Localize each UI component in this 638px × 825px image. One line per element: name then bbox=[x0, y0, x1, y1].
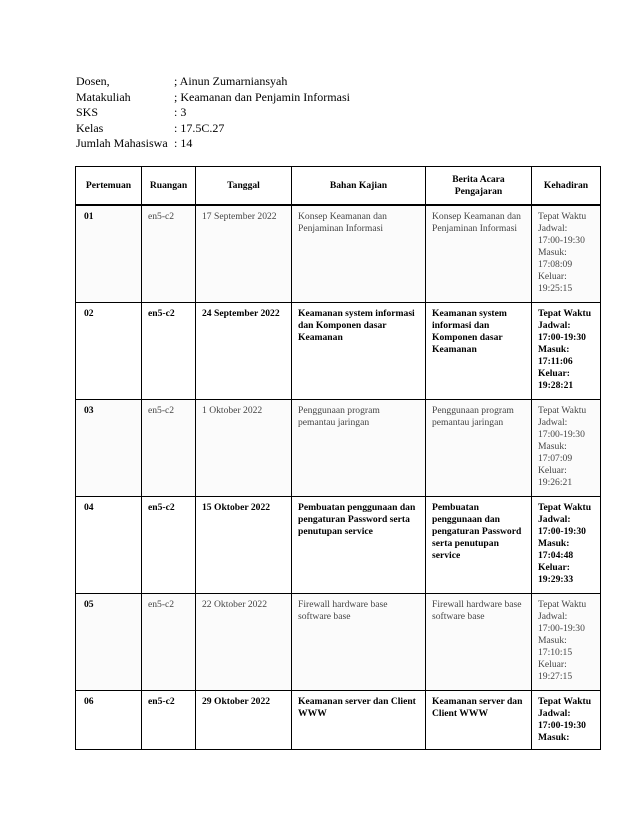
masuk-label: Masuk: bbox=[538, 731, 570, 743]
cell-kehadiran bbox=[532, 205, 601, 302]
masuk-label: Masuk: bbox=[538, 247, 567, 258]
info-value: : 3 bbox=[174, 105, 187, 119]
cell-kehadiran bbox=[532, 302, 601, 399]
cell-bahan-kajian: Pembuatan penggunaan dan pengaturan Password serta penutupan service bbox=[292, 496, 426, 593]
keluar-label: Keluar: bbox=[538, 271, 567, 282]
cell-kehadiran bbox=[532, 593, 601, 690]
jadwal-label: Jadwal: bbox=[538, 416, 568, 428]
status-text: Tepat Waktu bbox=[538, 307, 592, 319]
keluar-time: 19:25:15 bbox=[538, 283, 573, 294]
cell-bahan-kajian: Keamanan system informasi dan Komponen dasar Keamanan bbox=[292, 302, 426, 399]
table-header-row bbox=[76, 167, 601, 206]
table-row bbox=[76, 690, 601, 749]
cell-kehadiran bbox=[532, 496, 601, 593]
column-header-berita-acara: Berita Acara Pengajaran bbox=[426, 167, 532, 206]
cell-tanggal: 29 Oktober 2022 bbox=[196, 690, 292, 749]
column-header-pertemuan: Pertemuan bbox=[76, 167, 142, 206]
info-value: ; Ainun Zumarniansyah bbox=[174, 74, 288, 88]
cell-kehadiran bbox=[532, 690, 601, 749]
masuk-time: 17:07:09 bbox=[538, 452, 573, 464]
status-text: Tepat Waktu bbox=[538, 404, 587, 416]
info-label: SKS bbox=[76, 105, 99, 119]
table-row bbox=[76, 496, 601, 593]
cell-berita-acara: Konsep Keamanan dan Penjaminan Informasi bbox=[426, 205, 532, 302]
cell-pertemuan: 05 bbox=[76, 593, 142, 690]
masuk-time: 17:11:06 bbox=[538, 355, 573, 367]
cell-bahan-kajian: Penggunaan program pemantau jaringan bbox=[292, 399, 426, 496]
info-label: Dosen, bbox=[76, 74, 110, 88]
table-row bbox=[76, 593, 601, 690]
cell-tanggal: 17 September 2022 bbox=[196, 205, 292, 302]
keluar-label: Keluar: bbox=[538, 658, 567, 670]
column-header-kehadiran: Kehadiran bbox=[532, 167, 601, 206]
cell-bahan-kajian: Konsep Keamanan dan Penjaminan Informasi bbox=[292, 205, 426, 302]
cell-berita-acara: Pembuatan penggunaan dan pengaturan Password serta penutupan service bbox=[426, 496, 532, 593]
status-text: Tepat Waktu bbox=[538, 211, 587, 222]
masuk-label: Masuk: bbox=[538, 537, 570, 549]
info-label: Matakuliah bbox=[76, 89, 131, 104]
masuk-time: 17:08:09 bbox=[538, 259, 573, 270]
cell-tanggal: 15 Oktober 2022 bbox=[196, 496, 292, 593]
jadwal-time: 17:00-19:30 bbox=[538, 331, 586, 343]
cell-berita-acara: Penggunaan program pemantau jaringan bbox=[426, 399, 532, 496]
keluar-label: Keluar: bbox=[538, 561, 570, 573]
cell-tanggal: 1 Oktober 2022 bbox=[196, 399, 292, 496]
jadwal-time: 17:00-19:30 bbox=[538, 622, 585, 634]
jadwal-label: Jadwal: bbox=[538, 223, 568, 234]
info-row-dosen bbox=[76, 74, 350, 90]
info-row-matakuliah bbox=[76, 90, 350, 106]
cell-pertemuan: 03 bbox=[76, 399, 142, 496]
table-row bbox=[76, 399, 601, 496]
info-row-sks bbox=[76, 105, 350, 121]
jadwal-time: 17:00-19:30 bbox=[538, 428, 585, 440]
cell-ruangan: en5-c2 bbox=[142, 205, 196, 302]
cell-pertemuan: 02 bbox=[76, 302, 142, 399]
jadwal-time: 17:00-19:30 bbox=[538, 525, 586, 537]
info-row-jumlah-mahasiswa bbox=[76, 136, 350, 152]
masuk-time: 17:04:48 bbox=[538, 549, 574, 561]
cell-tanggal: 24 September 2022 bbox=[196, 302, 292, 399]
cell-bahan-kajian: Keamanan server dan Client WWW bbox=[292, 690, 426, 749]
cell-ruangan: en5-c2 bbox=[142, 399, 196, 496]
keluar-label: Keluar: bbox=[538, 367, 570, 379]
info-value: : 17.5C.27 bbox=[174, 120, 225, 135]
cell-ruangan: en5-c2 bbox=[142, 690, 196, 749]
info-row-kelas bbox=[76, 121, 350, 137]
keluar-time: 19:27:15 bbox=[538, 670, 573, 682]
cell-pertemuan: 06 bbox=[76, 690, 142, 749]
cell-ruangan: en5-c2 bbox=[142, 496, 196, 593]
cell-bahan-kajian: Firewall hardware base software base bbox=[292, 593, 426, 690]
cell-pertemuan: 01 bbox=[76, 205, 142, 302]
jadwal-label: Jadwal: bbox=[538, 319, 571, 331]
jadwal-label: Jadwal: bbox=[538, 707, 571, 719]
table-row bbox=[76, 205, 601, 302]
column-header-bahan-kajian: Bahan Kajian bbox=[292, 167, 426, 206]
keluar-label: Keluar: bbox=[538, 464, 567, 476]
cell-pertemuan: 04 bbox=[76, 496, 142, 593]
jadwal-time: 17:00-19:30 bbox=[538, 235, 585, 246]
jadwal-label: Jadwal: bbox=[538, 610, 568, 622]
cell-ruangan: en5-c2 bbox=[142, 302, 196, 399]
masuk-label: Masuk: bbox=[538, 440, 567, 452]
cell-kehadiran bbox=[532, 399, 601, 496]
masuk-label: Masuk: bbox=[538, 634, 567, 646]
info-value: ; Keamanan dan Penjamin Informasi bbox=[174, 89, 350, 104]
status-text: Tepat Waktu bbox=[538, 695, 592, 707]
table-row bbox=[76, 302, 601, 399]
status-text: Tepat Waktu bbox=[538, 598, 587, 610]
cell-berita-acara: Firewall hardware base software base bbox=[426, 593, 532, 690]
info-value: : 14 bbox=[174, 136, 193, 150]
jadwal-time: 17:00-19:30 bbox=[538, 719, 586, 731]
cell-berita-acara: Keamanan system informasi dan Komponen dasar Keamanan bbox=[426, 302, 532, 399]
attendance-table bbox=[75, 166, 601, 750]
jadwal-label: Jadwal: bbox=[538, 513, 571, 525]
keluar-time: 19:29:33 bbox=[538, 573, 574, 585]
keluar-time: 19:26:21 bbox=[538, 476, 573, 488]
cell-ruangan: en5-c2 bbox=[142, 593, 196, 690]
masuk-label: Masuk: bbox=[538, 343, 570, 355]
cell-berita-acara: Keamanan server dan Client WWW bbox=[426, 690, 532, 749]
column-header-ruangan: Ruangan bbox=[142, 167, 196, 206]
info-label: Jumlah Mahasiswa bbox=[76, 136, 168, 150]
masuk-time: 17:10:15 bbox=[538, 646, 573, 658]
status-text: Tepat Waktu bbox=[538, 501, 592, 513]
column-header-tanggal: Tanggal bbox=[196, 167, 292, 206]
keluar-time: 19:28:21 bbox=[538, 379, 574, 391]
cell-tanggal: 22 Oktober 2022 bbox=[196, 593, 292, 690]
course-info-header bbox=[76, 74, 350, 152]
info-label: Kelas bbox=[76, 120, 104, 135]
